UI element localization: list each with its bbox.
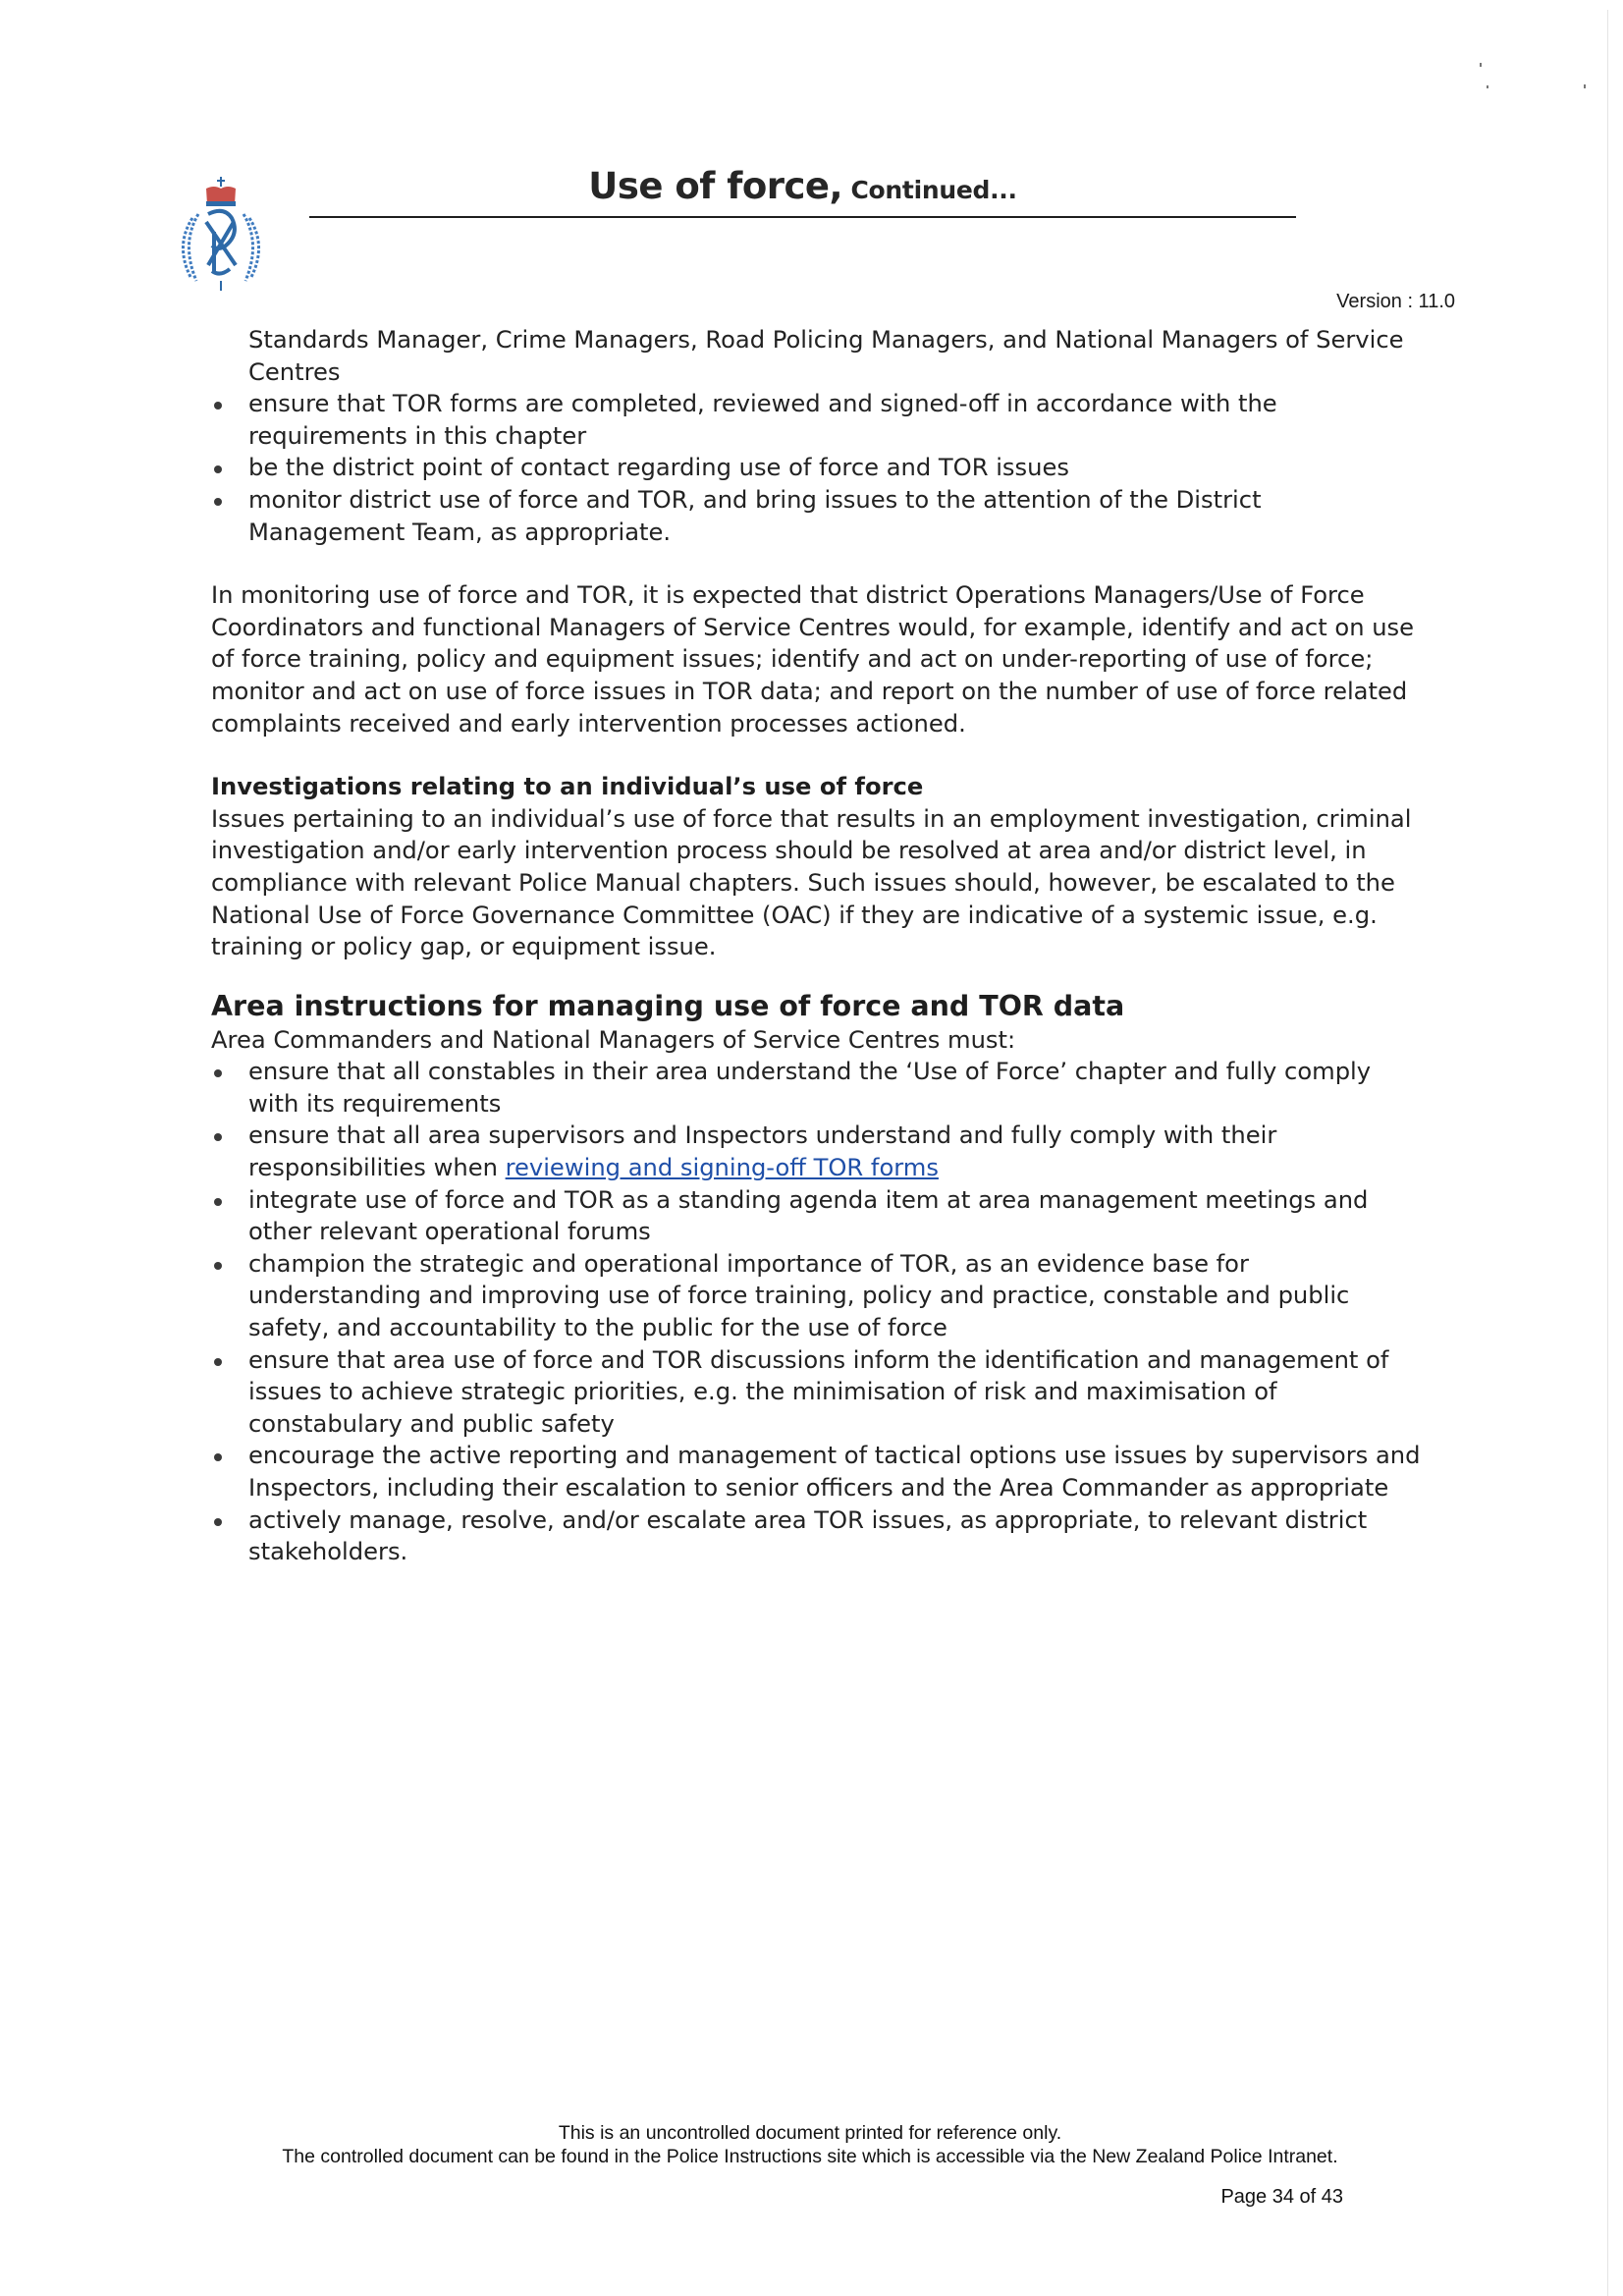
investigations-heading: Investigations relating to an individual’s use of force [211,773,924,801]
district-responsibilities-list [211,388,1424,548]
list-item: champion the strategic and operational importance of TOR, as an evidence base for understanding and improving use of force training, policy and practice, constable and public safety, and accountability to the public for the use of force [211,1248,1424,1344]
scan-speck [1480,63,1482,67]
reviewing-signing-off-tor-forms-link[interactable]: reviewing and signing-off TOR forms [505,1154,939,1182]
title-rule [309,216,1296,218]
list-item: ensure that all constables in their area understand the ‘Use of Force’ chapter and fully comply with its requirements [211,1056,1424,1120]
scan-speck [1584,84,1586,88]
list-item-text: ensure that all area supervisors and Inspectors understand and fully comply with their responsibilities when [248,1121,1277,1182]
list-item: monitor district use of force and TOR, and bring issues to the attention of the District Management Team, as appropriate. [211,484,1424,548]
list-item: ensure that TOR forms are completed, reviewed and signed-off in accordance with the requirements in this chapter [211,388,1424,452]
monitoring-paragraph: In monitoring use of force and TOR, it is expected that district Operations Managers/Use of Force Coordinators and functional Managers of Service Centres would, for example, identify and act on use of force training, policy and equipment issues; identify and act on under-reporting of use of force; monitor and act on use of force issues in TOR data; and report on the number of use of force related complaints received and early intervention processes actioned. [211,581,1415,738]
page-title-main: Use of force, [588,165,843,207]
continued-text: Standards Manager, Crime Managers, Road Policing Managers, and National Managers of Service Centres [248,326,1404,386]
list-item [211,1120,1424,1183]
version-label: Version : 11.0 [1336,291,1455,312]
list-item: ensure that area use of force and TOR discussions inform the identification and management of issues to achieve strategic priorities, e.g. the minimisation of risk and maximisation of constabulary and public safety [211,1344,1424,1441]
page-edge-line [1607,10,1608,2296]
list-item: integrate use of force and TOR as a standing agenda item at area management meetings and other relevant operational forums [211,1184,1424,1248]
footer-controlled-doc-note: The controlled document can be found in the Police Instructions site which is accessible via the New Zealand Police Intranet. [282,2146,1338,2167]
nz-police-crest-icon [169,175,273,293]
area-instructions-heading: Area instructions for managing use of force and TOR data [211,989,1125,1022]
list-item: actively manage, resolve, and/or escalate area TOR issues, as appropriate, to relevant district stakeholders. [211,1504,1424,1568]
page-title [309,165,1296,207]
list-item: be the district point of contact regarding use of force and TOR issues [211,452,1424,484]
scan-speck [1487,85,1488,88]
document-body [211,324,1424,1568]
area-instructions-list [211,1056,1424,1568]
page-number: Page 34 of 43 [1220,2186,1343,2208]
footer-disclaimer: This is an uncontrolled document printed for reference only. [558,2122,1062,2144]
page-title-continued: Continued... [842,176,1017,204]
page-footer [196,2121,1424,2168]
area-instructions-intro: Area Commanders and National Managers of Service Centres must: [211,1025,1016,1054]
investigations-paragraph: Issues pertaining to an individual’s use of force that results in an employment investigation, criminal investigation and/or early intervention process should be resolved at area and/or district level, in compliance with relevant Police Manual chapters. Such issues should, however, be escalated to the National Use of Force Governance Committee (OAC) if they are indicative of a systemic issue, e.g. training or policy gap, or equipment issue. [211,804,1412,961]
list-item: encourage the active reporting and management of tactical options use issues by supervisors and Inspectors, including their escalation to senior officers and the Area Commander as appropriate [211,1440,1424,1503]
